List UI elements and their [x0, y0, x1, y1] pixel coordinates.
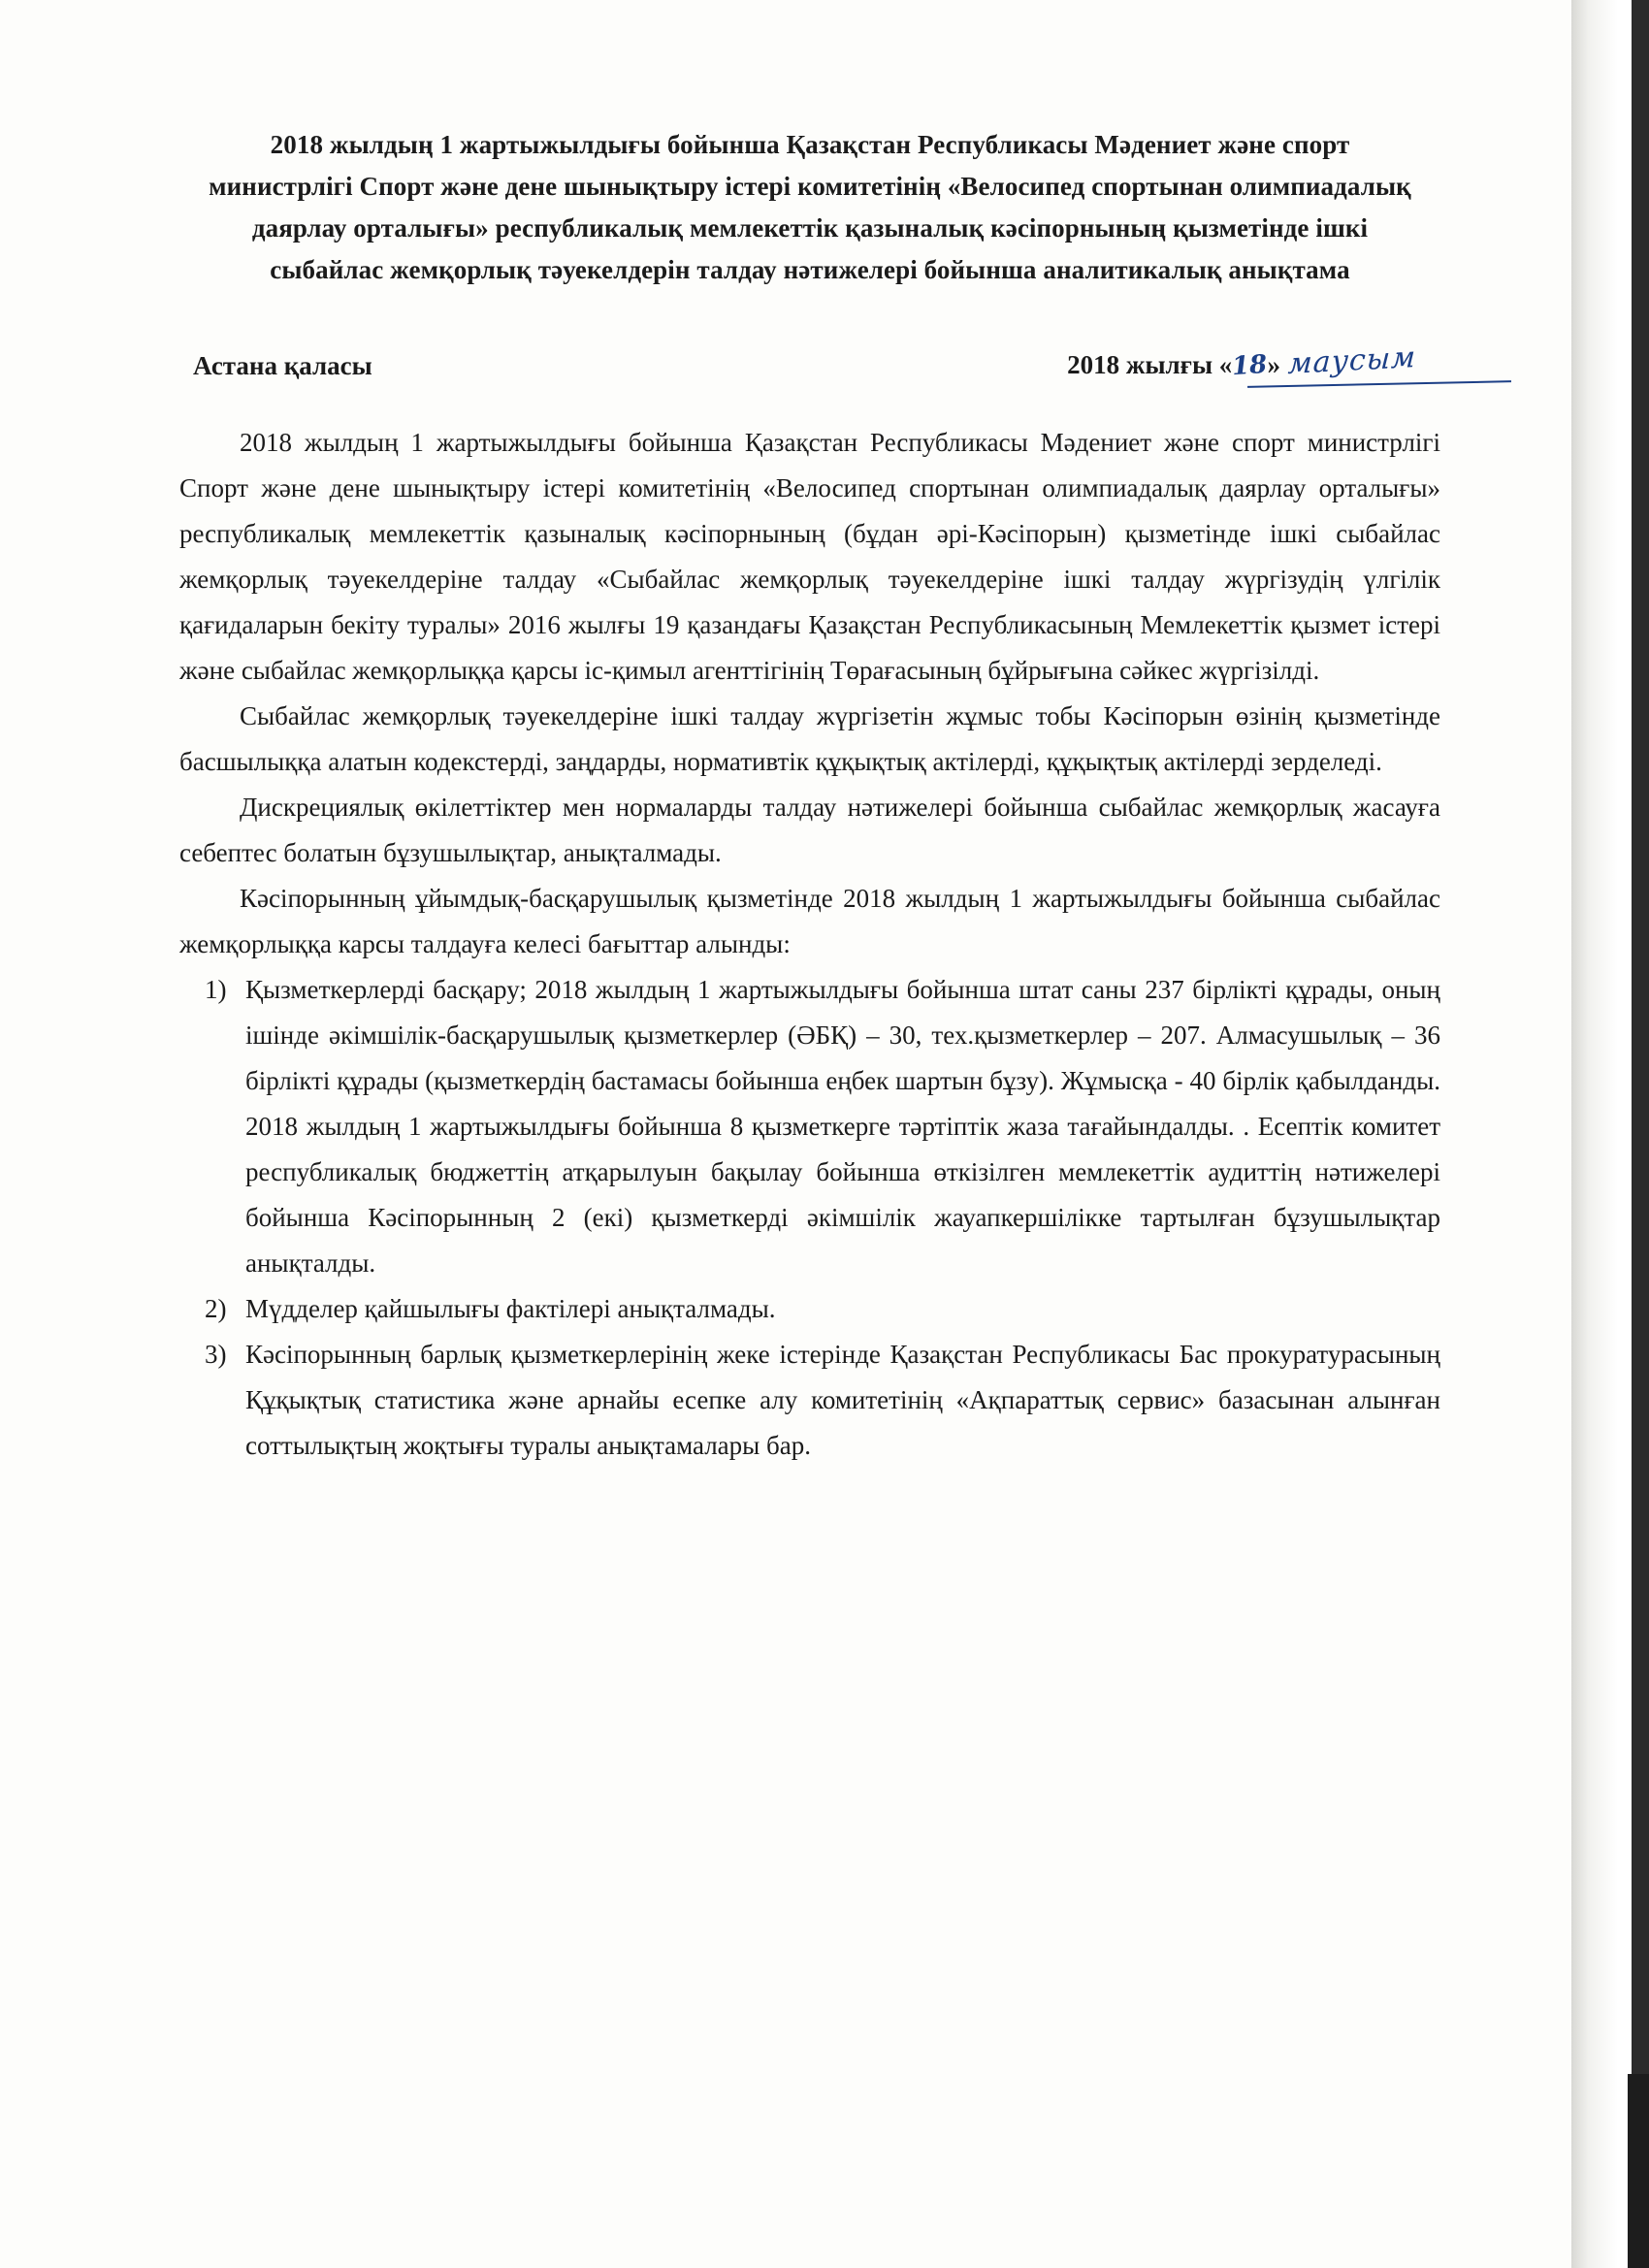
paragraph-1: 2018 жылдың 1 жартыжылдығы бойынша Қазақстан Республикасы Мәдениет және спорт министрлігі Спорт және дене шынықтыру істері комитетінің «Велосипед спортынан олимпиадалық даярлау орталығы» республикалық мемлекеттік қазыналық кәсіпорнының (бұдан әрі-Кәсіпорын) қызметінде ішкі сыбайлас жемқорлық тәуекелдеріне талдау «Сыбайлас жемқорлық тәуекелдеріне ішкі талдау жүргізудің үлгілік қағидаларын бекіту туралы» 2016 жылғы 19 қазандағы Қазақстан Республикасының Мемлекеттік қызмет істері және сыбайлас жемқорлыққа қарсы іс-қимыл агенттігінің Төрағасының бұйрығына сәйкес жүргізілді. [179, 428, 1440, 685]
paragraph-4: Кәсіпорынның ұйымдық-басқарушылық қызметінде 2018 жылдың 1 жартыжылдығы бойынша сыбайлас жемқорлыққа карсы талдауға келесі бағыттар алынды: [179, 884, 1440, 958]
document-body [179, 420, 1440, 1469]
document-content [179, 124, 1440, 1469]
handwriting-underline [1247, 380, 1511, 388]
page-title: 2018 жылдың 1 жартыжылдығы бойынша Қазақстан Республикасы Мәдениет және спорт министрлігі Спорт және дене шынықтыру істері комитетінің «Велосипед спортынан олимпиадалық даярлау орталығы» республикалық мемлекеттік қазыналық кәсіпорнының қызметінде ішкі сыбайлас жемқорлық тәуекелдерін талдау нәтижелері бойынша аналитикалық анықтама [209, 130, 1411, 284]
paragraph-3: Дискрециялық өкілеттіктер мен нормаларды талдау нәтижелері бойынша сыбайлас жемқорлық жасауға себептес болатын бұзушылықтар, анықталмады. [179, 793, 1440, 867]
paragraph-2: Сыбайлас жемқорлық тәуекелдеріне ішкі талдау жүргізетін жұмыс тобы Кәсіпорын өзінің қызметінде басшылыққа алатын кодекстерді, заңдарды, нормативтік құқықтық актілерді, құқықтық актілерді зерделеді. [179, 701, 1440, 776]
city-label: Астана қаласы [193, 351, 372, 380]
scan-edge-dark-strip [1632, 0, 1649, 2268]
numbered-list [179, 967, 1440, 1469]
list-item: Кәсіпорынның барлық қызметкерлерінің жеке істерінде Қазақстан Республикасы Бас прокуратурасының Құқықтық статистика және арнайы есепке алу комитетінің «Ақпараттық сервис» базасынан алынған соттылықтың жоқтығы туралы анықтамалары бар. [245, 1340, 1440, 1460]
document-meta-row [179, 340, 1440, 382]
list-item: Мүдделер қайшылығы фактілері анықталмады. [245, 1294, 776, 1323]
date-quote-close: » [1267, 350, 1280, 379]
handwritten-month: маусым [1286, 340, 1417, 381]
scan-edge-dark-corner [1628, 2074, 1649, 2268]
date-line [1067, 340, 1435, 382]
handwritten-day: 18 [1231, 349, 1269, 382]
date-prefix: 2018 жылғы « [1067, 350, 1233, 379]
list-item: Қызметкерлерді басқару; 2018 жылдың 1 жартыжылдығы бойынша штат саны 237 бірлікті құрады, оның ішінде әкімшілік-басқарушылық қызметкерлер (ӘБҚ) – 30, тех.қызметкерлер – 207. Алмасушылық – 36 бірлікті құрады (қызметкердің бастамасы бойынша еңбек шартын бұзу). Жұмысқа - 40 бірлік қабылданды. 2018 жылдың 1 жартыжылдығы бойынша 8 қызметкерге тәртіптік жаза тағайындалды. . Есептік комитет республикалық бюджеттің атқарылуын бақылау бойынша өткізілген мемлекеттік аудиттің нәтижелері бойынша Кәсіпорынның 2 (екі) қызметкерді әкімшілік жауапкершілікке тартылған бұзушылықтар анықталды. [245, 975, 1440, 1278]
